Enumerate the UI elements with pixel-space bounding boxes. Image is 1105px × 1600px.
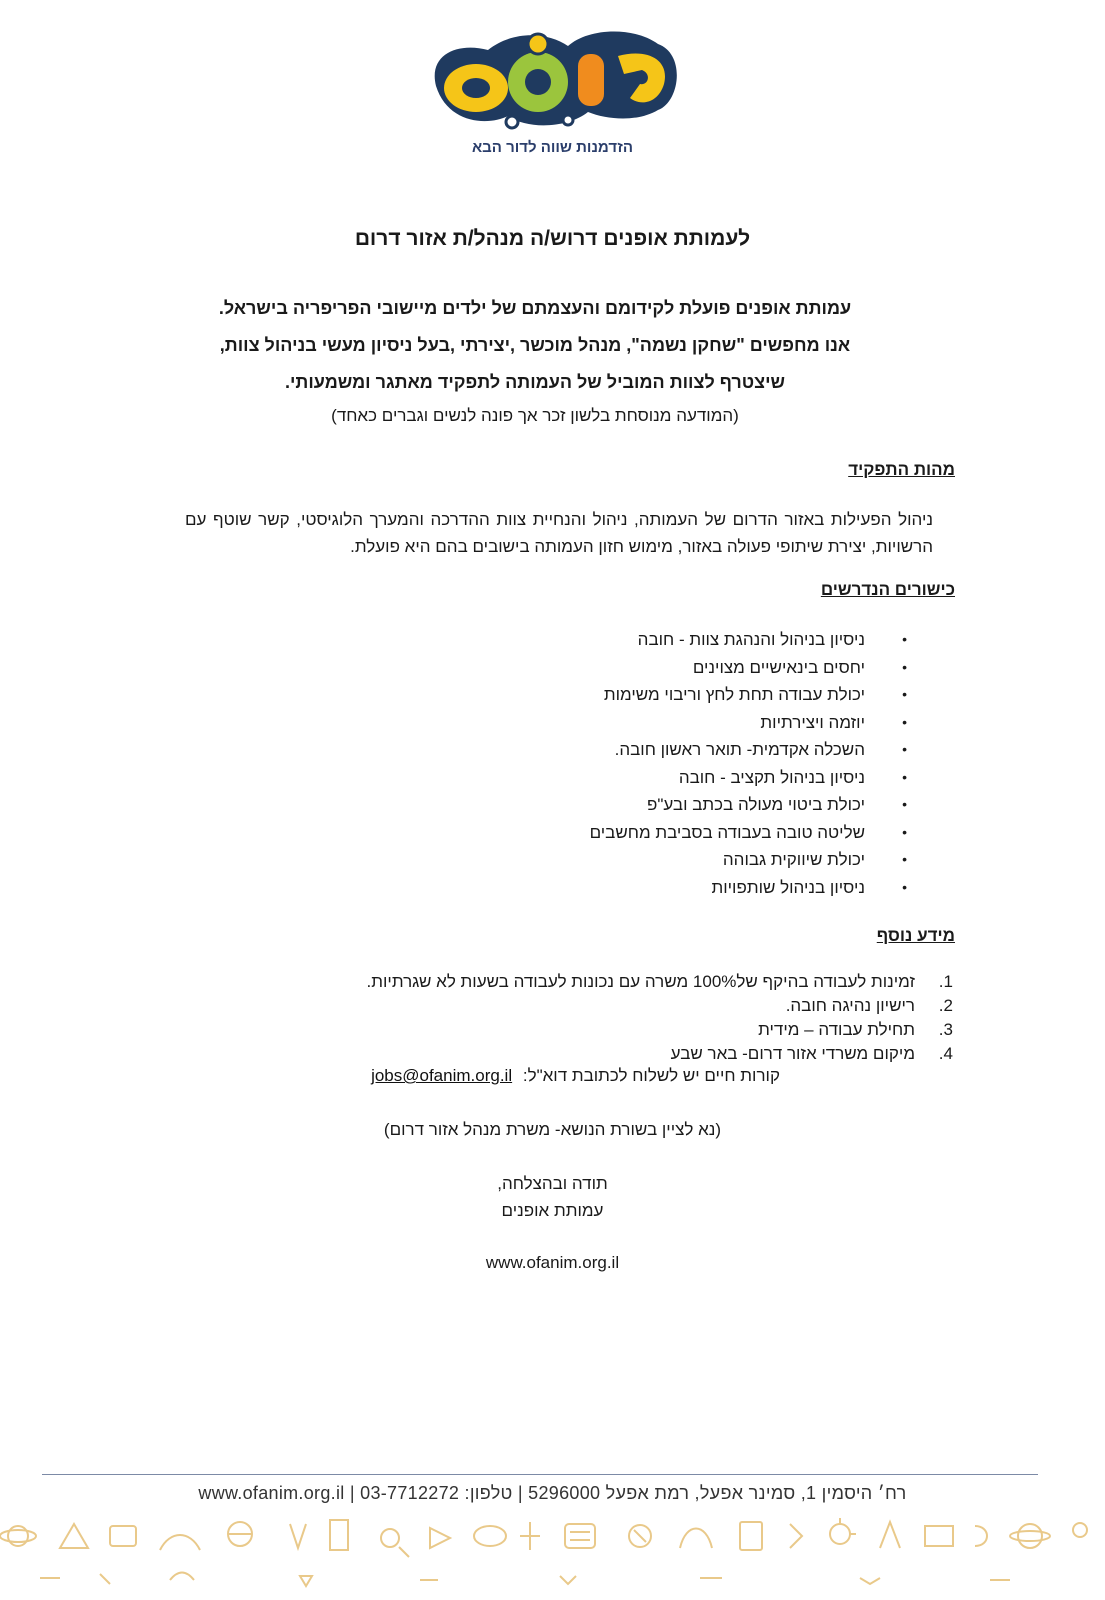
doodle-pattern-decoration [0, 1508, 1105, 1600]
footer-divider [42, 1474, 1038, 1475]
bullet-icon: • [902, 878, 907, 895]
intro-line: שיצטרף לצוות המוביל של העמותה לתפקיד מאתגר ומשמעותי. [284, 372, 785, 392]
list-item: • יוזמה ויצירתיות [287, 709, 887, 737]
closing-signature: עמותת אופנים [501, 1201, 604, 1220]
list-item: • השכלה אקדמית- תואר ראשון חובה. [287, 736, 887, 764]
list-item: 2. רישיון נהיגה חובה. [785, 996, 953, 1015]
role-heading: מהות התפקיד [848, 460, 955, 479]
requirements-section [155, 580, 955, 600]
logo [0, 24, 1105, 136]
list-item: • ניסיון בניהול והנהגת צוות - חובה [287, 626, 887, 654]
requirements-heading: כישורים הנדרשים [820, 580, 955, 599]
cv-instructions [371, 1066, 780, 1086]
intro-line: אנו מחפשים "שחקן נשמה", מנהל מוכשר ,יצירתי ,בעל ניסיון מעשי בניהול צוות, [219, 335, 851, 355]
bullet-icon: • [902, 713, 907, 730]
extra-list [153, 970, 953, 1066]
intro-line: עמותת אופנים פועלת לקידומם והעצמתם של ילדים מיישובי הפריפריה בישראל. [218, 298, 852, 318]
bullet-icon: • [902, 631, 907, 647]
list-item: • יכולת שיווקית גבוהה [287, 846, 887, 874]
extra-section [155, 926, 955, 946]
logo-tagline: הזדמנות שווה לדור הבא [471, 139, 634, 156]
list-item: • שליטה טובה בעבודה בסביבת מחשבים [287, 819, 887, 847]
list-item: 3. תחילת עבודה – מידית [758, 1020, 953, 1039]
bullet-icon: • [902, 851, 907, 867]
page-title: לעמותת אופנים דרוש/ה מנהל/ת אזור דרום [354, 227, 751, 250]
bullet-icon: • [902, 741, 907, 757]
role-body-wrap [185, 506, 933, 560]
list-item: • ניסיון בניהול שותפויות [287, 874, 887, 902]
intro [180, 290, 890, 431]
cv-email-link[interactable]: jobs@ofanim.org.il [371, 1066, 513, 1085]
website-link[interactable]: www.ofanim.org.il [485, 1253, 620, 1272]
role-body: ניהול הפעילות באזור הדרום של העמותה, ניהול והנחיית צוות ההדרכה והמערך הלוגיסטי, קשר שוטף עם הרשויות, יצירת שיתופי פעולה באזור, מימוש חזון העמותה בישובים בהם היא פועלת. [185, 510, 933, 556]
list-item: • יכולת עבודה תחת לחץ וריבוי משימות [287, 681, 887, 709]
cv-text: קורות חיים יש לשלוח לכתובת דוא"ל: [522, 1066, 780, 1085]
list-item: • יכולת ביטוי מעולה בכתב ובע"פ [287, 791, 887, 819]
list-item: • ניסיון בניהול תקציב - חובה [287, 764, 887, 792]
role-section [155, 460, 955, 480]
extra-heading: מידע נוסף [876, 926, 955, 945]
list-item: • יחסים בינאישיים מצוינים [287, 654, 887, 682]
bullet-icon: • [902, 823, 907, 840]
ofanim-logo-graphic [418, 24, 688, 136]
list-item: 1. זמינות לעבודה בהיקף של100% משרה עם נכונות לעבודה בשעות לא שגרתיות. [366, 972, 953, 991]
subject-note: (נא לציין בשורת הנושא- משרת מנהל אזור דרום) [383, 1120, 722, 1139]
requirements-list [287, 626, 907, 901]
list-item: 4. מיקום משרדי אזור דרום- באר שבע [670, 1044, 953, 1063]
footer-contact: רח׳ היסמין 1, סמינר אפעל, רמת אפעל 5296000 | טלפון: 03-7712272 | www.ofanim.org.il [198, 1483, 907, 1503]
closing-thanks: תודה ובהצלחה, [497, 1174, 608, 1193]
intro-note: (המודעה מנוסחת בלשון זכר אך פונה לנשים וגברים כאחד) [331, 406, 739, 425]
bullet-icon: • [902, 686, 907, 702]
bullet-icon: • [902, 796, 907, 812]
bullet-icon: • [902, 658, 907, 675]
bullet-icon: • [902, 768, 907, 785]
